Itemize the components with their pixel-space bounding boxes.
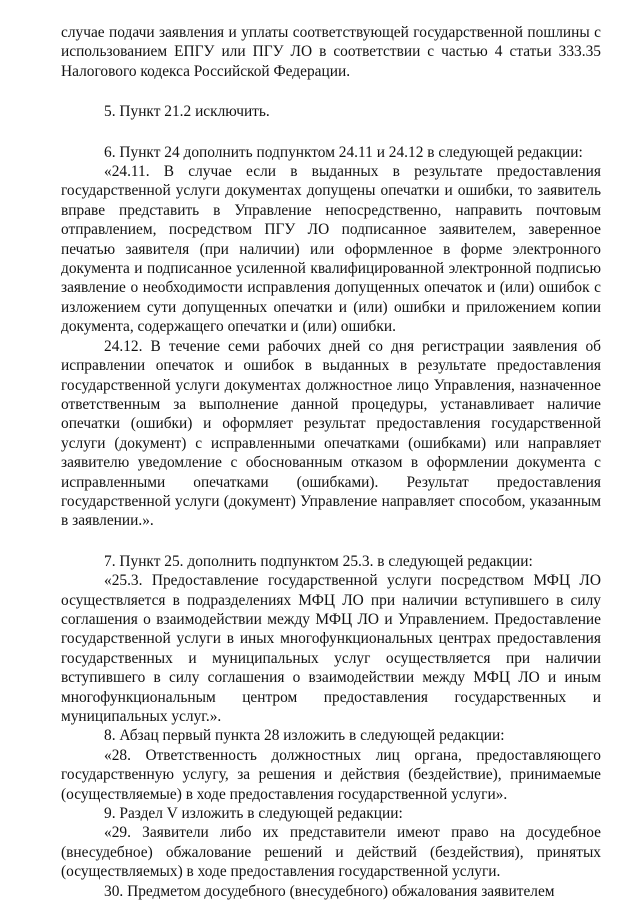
paragraph-24-11: «24.11. В случае если в выданных в результате предоставления государственной услуги документах допущены опечатки и ошибки, то заявитель вправе представить в Управление непосредственно, направить почтовым отправлением, посредством ПГУ ЛО подписанное заявителем, заверенное печатью заявителя (при наличии) или оформленное в форме электронного документа и подписанное усиленной квалифицированной электронной подписью заявление о необходимости исправления допущенных опечаток и (или) ошибок с изложением сути допущенных опечатки и (или) ошибки и приложением копии документа, содержащего опечатки и (или) ошибки. xyxy=(61,163,601,336)
paragraph-29: «29. Заявители либо их представители имеют право на досудебное (внесудебное) обжалование решений и действий (бездействия), принятых (осуществляемых) в ходе предоставления государственной услуги. xyxy=(61,824,601,881)
paragraph-30: 30. Предметом досудебного (внесудебного) обжалования заявителем xyxy=(104,882,555,900)
paragraph-24-12: 24.12. В течение семи рабочих дней со дня регистрации заявления об исправлении опечаток и ошибок в выданных в результате предоставления государственной услуги документах должностное лицо Управления, назначенное ответственным за выполнение данной процедуры, устанавливает наличие опечатки (ошибки) и оформляет результат предоставления государственной услуги (документ) с исправленными опечатками (ошибками) или направляет заявителю уведомление с обоснованным отказом в оформлении документа с исправленными опечатками (ошибками). Результат предоставления государственной услуги (документ) Управление направляет способом, указанным в заявлении.». xyxy=(61,337,601,530)
paragraph-item-9: 9. Раздел V изложить в следующей редакции: xyxy=(104,805,403,823)
paragraph-continuation: случае подачи заявления и уплаты соответствующей государственной пошлины с использованием ЕПГУ или ПГУ ЛО в соответствии с частью 4 статьи 333.35 Налогового кодекса Российской Федерации. xyxy=(61,24,601,80)
document-body xyxy=(61,23,601,901)
paragraph-item-5: 5. Пункт 21.2 исключить. xyxy=(104,103,270,121)
paragraph-25-3: «25.3. Предоставление государственной услуги посредством МФЦ ЛО осуществляется в подразделениях МФЦ ЛО при наличии вступившего в силу соглашения о взаимодействии между МФЦ ЛО и Управлением. Предоставление государственной услуги в иных многофункциональных центрах предоставления государственных и муниципальных услуг осуществляется при наличии вступившего в силу соглашения о взаимодействии между МФЦ ЛО и иным многофункциональным центром предоставления государственных и муниципальных услуг.». xyxy=(61,572,601,725)
paragraph-item-6: 6. Пункт 24 дополнить подпунктом 24.11 и 24.12 в следующей редакции: xyxy=(104,143,583,161)
paragraph-item-8: 8. Абзац первый пункта 28 изложить в следующей редакции: xyxy=(104,727,505,745)
paragraph-28: «28. Ответственность должностных лиц органа, предоставляющего государственную услугу, за решения и действия (бездействие), принимаемые (осуществляемые) в ходе предоставления государственной услуги». xyxy=(61,746,601,803)
paragraph-item-7: 7. Пункт 25. дополнить подпунктом 25.3. в следующей редакции: xyxy=(104,552,533,570)
